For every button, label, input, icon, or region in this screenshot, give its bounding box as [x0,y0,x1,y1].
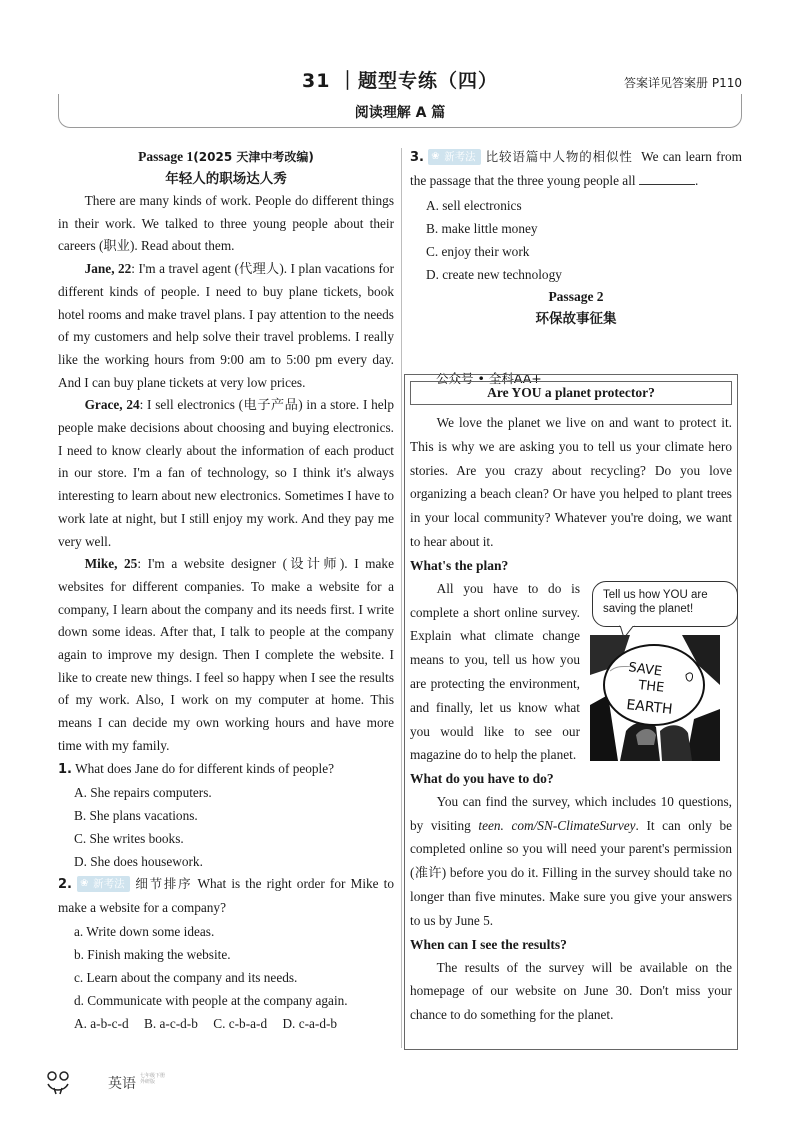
mike-text: : I'm a website designer (设计师). I make websites for different companies. To make a website for a company, I learn about the company and its needs first. I write down some ideas. After that, I talk to people at the company again to improve my design. Then I complete the website. I like to create new things. I feel so happy when I see the results of my work. Also, I work on my computer at home. This means I can decide my own working hours and have more time with my family. [58,556,394,753]
box-title: Are YOU a planet protector? [487,385,655,400]
box-title-frame [410,381,732,405]
watermark: 公众号 • 全科AA+ [436,371,542,386]
question-3-text: We can learn from the passage that the three young people all [410,149,742,188]
passage1-jane [58,258,394,394]
footer-subject: 英语 [108,1076,136,1092]
q1-option-b: B. She plans vacations. [74,808,198,824]
survey-url: teen. com/SN-ClimateSurvey [478,817,636,833]
page-header [0,62,800,92]
passage1-title: 年轻人的职场达人秀 [165,171,287,187]
question-2-text: What is the right order for Mike to make a website for a company? [58,876,395,915]
mike-name: Mike, 25 [84,556,138,572]
do-text: You can find the survey, which includes 10 questions, by visiting teen. com/SN-ClimateSurvey. It can only be completed online so you will need your parent's permission (准许) before you do it. Filling in the survey should take no longer than five minutes. Make sure you give your answers to us by June 5. [410,793,732,928]
q2-option-b: B. a-c-d-b [143,1015,198,1031]
q3-option-a: A. sell electronics [426,198,522,214]
passage1-heading [58,146,394,168]
passage1-intro: There are many kinds of work. People do different things in their work. We talked to three young people about their careers (职业). Read about them. [58,193,394,254]
footer-edition: 七年级下册 外研版 [140,1073,166,1085]
left-column [58,146,394,1035]
q1-option-a: A. She repairs computers. [74,785,212,801]
question-3-skill: 比较语篇中人物的相似性 [484,149,633,164]
q2-step-b: b. Finish making the website. [74,946,231,962]
bubble-line-1: Tell us how YOU are [603,588,708,601]
passage1-grace [58,394,394,553]
question-2 [58,873,394,919]
right-column [410,146,742,330]
protest-photo [590,635,720,761]
section-bar [58,94,742,128]
section-title: 阅读理解 A 篇 [354,105,446,121]
plan-section [410,577,732,767]
sign-line-2: THE [637,677,665,696]
q1-option-c: C. She writes books. [74,831,184,847]
do-heading: What do you have to do? [410,770,554,786]
bubble-line-2: saving the planet! [603,602,694,615]
q1-option-d: D. She does housework. [74,854,203,870]
q2-option-c: C. c-b-a-d [213,1015,268,1031]
question-3: 3. ❀ 新考法 比较语篇中人物的相似性 We can learn from the passage that the three young people all . [410,146,742,192]
plan-text: All you have to do is complete a short online survey. Explain what climate change means to you, tell us how you are protecting the environment, and finally, let us know what you would like to see our magazine do to help the planet. [410,580,580,763]
question-2-skill: 细节排序 [133,876,193,892]
passage1-label: Passage 1 [138,149,194,164]
passage1-source: (2025 天津中考改编) [193,150,314,164]
new-method-tag: ❀ 新考法 [77,876,130,892]
q2-step-d: d. Communicate with people at the company again. [74,992,348,1008]
grace-text: : I sell electronics (电子产品) in a store. I help people make decisions about choosing and buying electronics. I need to know clearly about the information of each product in our store. I'm a fan of technology, so I think it's always interesting to learn about new electronics. Sometimes I have to work late at night, but I still enjoy my work. And they pay me very well. [58,397,394,549]
q2-option-d: D. c-a-d-b [282,1015,338,1031]
page-title: 31 ｜题型专练（四） [301,70,499,92]
q2-option-a: A. a-b-c-d [74,1015,129,1031]
q2-step-a: a. Write down some ideas. [74,923,215,939]
q3-option-c: C. enjoy their work [426,244,530,260]
grace-name: Grace, 24 [84,397,140,413]
answer-reference: 答案详见答案册 P110 [624,76,742,90]
results-heading: When can I see the results? [410,936,567,952]
q3-option-d: D. create new technology [426,267,562,283]
answer-blank [639,173,695,185]
passage1-mike [58,553,394,757]
q3-option-b: B. make little money [426,221,538,237]
question-3-number: 3. [410,150,424,165]
passage2-label: Passage 2 [548,289,604,305]
passage2-intro: We love the planet we live on and want to protect it. This is why we are asking you to tell us your climate hero stories. Are you crazy about recycling? Do you love organizing a beach clean? Or have you helped to plant trees in your local community? Whatever you're doing, we want to hear about it. [410,415,732,549]
question-2-number: 2. [58,877,72,893]
passage2-box [404,374,738,1050]
q2-step-c: c. Learn about the company and its needs. [74,969,298,985]
column-divider [401,148,402,1048]
jane-text: : I'm a travel agent (代理人). I plan vacations for different kinds of people. I need to buy plane tickets, book hotel rooms and make travel plans. I pay attention to the needs of my customers and help solve their travel problems. I really like the working hours from 9:00 am to 5:00 pm every day. And I can buy plane tickets at very low prices. [58,261,394,390]
results-text: The results of the survey will be available on the homepage of our website on June 30. Don't miss your chance to do something for the planet. [410,959,732,1023]
new-method-tag: ❀ 新考法 [428,149,481,165]
jane-name: Jane, 22 [84,261,132,277]
question-1-number: 1. [58,761,72,777]
sign-line-3: EARTH [625,696,674,718]
sign-line-1: SAVE [627,659,663,680]
mascot-logo [44,1068,72,1096]
question-1 [58,758,394,782]
plan-heading: What's the plan? [410,557,509,573]
q2-options [58,1012,394,1035]
passage2-title: 环保故事征集 [535,311,617,328]
question-1-text: What does Jane do for different kinds of people? [75,760,335,776]
speech-bubble [592,581,738,627]
